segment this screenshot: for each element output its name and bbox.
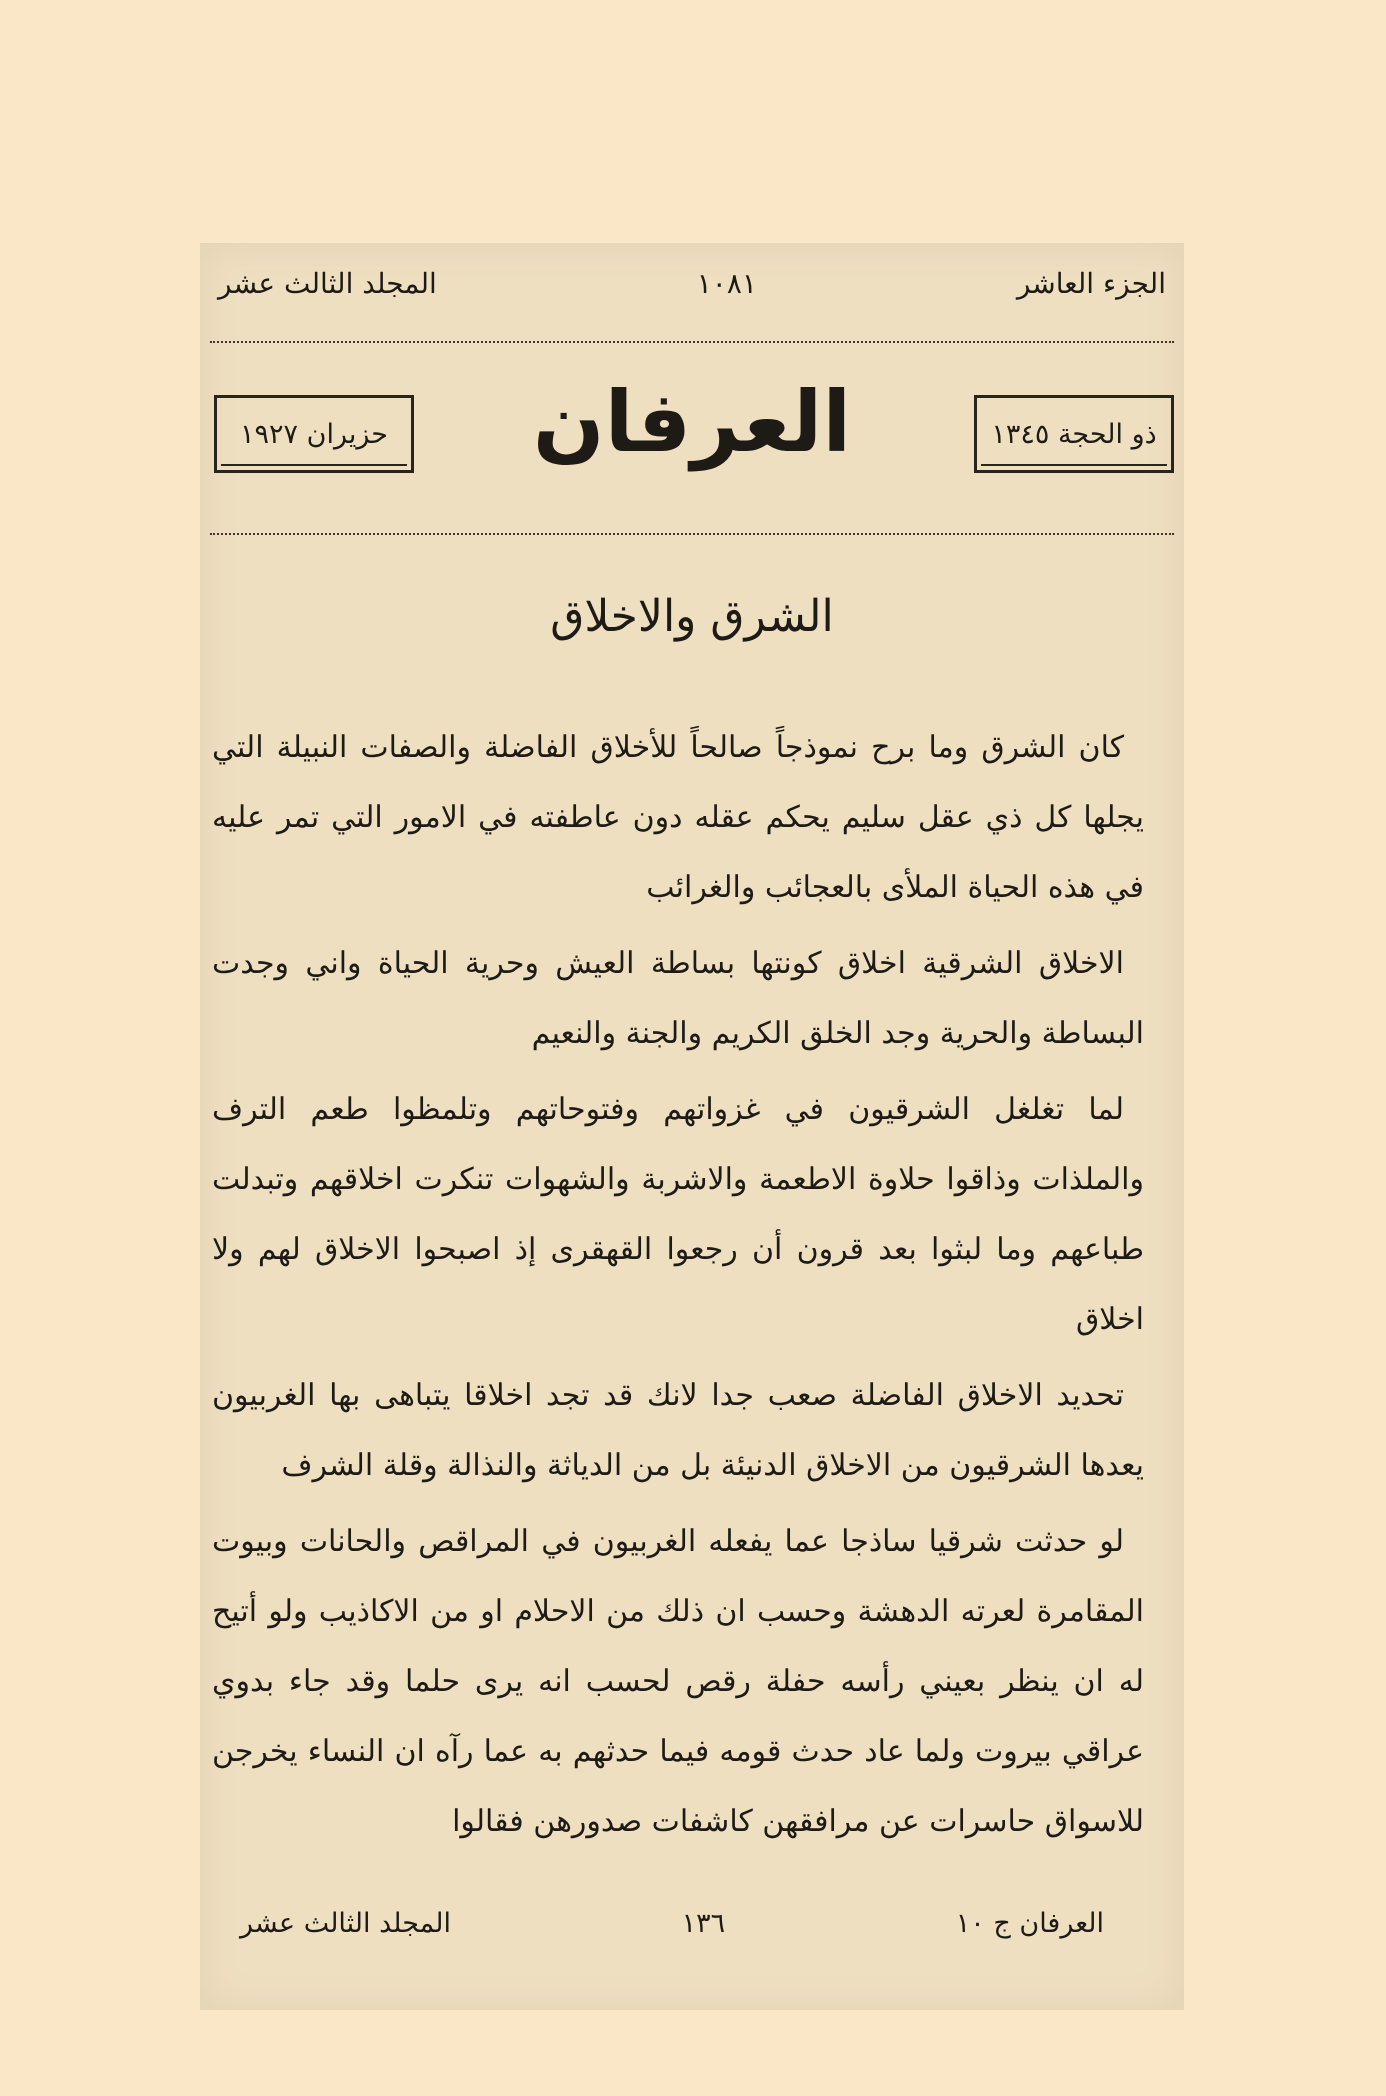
running-header [218, 263, 1166, 303]
journal-title: العرفان [532, 373, 852, 471]
footer-journal-part: العرفان ج ١٠ [955, 1907, 1104, 1939]
article-title: الشرق والاخلاق [550, 591, 834, 642]
footer-volume: المجلد الثالث عشر [240, 1907, 451, 1939]
paragraph: تحديد الاخلاق الفاضلة صعب جدا لانك قد تجد اخلاقا يتباهى بها الغربيون يعدها الشرقيون من الاخلاق الدنيئة بل من الدياثة والنذالة وقلة الشرف [212, 1378, 1144, 1483]
paragraph: لما تغلغل الشرقيون في غزواتهم وفتوحاتهم وتلمظوا طعم الترف والملذات وذاقوا حلاوة الاطعمة والاشربة والشهوات تنكرت اخلاقهم وتبدلت طباعهم وما لبثوا بعد قرون أن رجعوا القهقرى إذ اصبحوا الاخلاق لهم ولا اخلاق [212, 1092, 1144, 1337]
header-volume: المجلد الثالث عشر [218, 266, 437, 300]
footer-page-number: ١٣٦ [681, 1907, 726, 1939]
journal-page [200, 243, 1184, 2010]
header-divider [210, 341, 1174, 343]
masthead [200, 355, 1184, 525]
paragraph: لو حدثت شرقيا ساذجا عما يفعله الغربيون في المراقص والحانات وبيوت المقامرة لعرته الدهشة وحسب ان ذلك من الاحلام او من الاكاذيب ولو أتيح له ان ينظر بعيني رأسه حفلة رقص لحسب انه يرى حلما وقد جاء بدوي عراقي بيروت ولما عاد حدث قومه فيما حدثهم به عما رآه ان النساء يخرجن للاسواق حاسرات عن مرافقهن كاشفات صدورهن فقالوا [212, 1524, 1144, 1839]
masthead-divider [210, 533, 1174, 535]
gregorian-date: حزيران ١٩٢٧ [240, 418, 388, 450]
paragraph: الاخلاق الشرقية اخلاق كونتها بساطة العيش وحرية الحياة واني وجدت البساطة والحرية وجد الخلق الكريم والجنة والنعيم [212, 946, 1144, 1051]
gregorian-date-box [214, 395, 414, 473]
article-body [212, 713, 1144, 1863]
header-part: الجزء العاشر [1016, 266, 1166, 300]
paragraph: كان الشرق وما برح نموذجاً صالحاً للأخلاق الفاضلة والصفات النبيلة التي يجلها كل ذي عقل سليم يحكم عقله دون عاطفته في الامور التي تمر عليه في هذه الحياة الملأى بالعجائب والغرائب [212, 730, 1144, 905]
page-footer [240, 1903, 1104, 1943]
header-page-number: ١٠٨١ [696, 266, 757, 300]
hijri-date: ذو الحجة ١٣٤٥ [991, 418, 1157, 450]
